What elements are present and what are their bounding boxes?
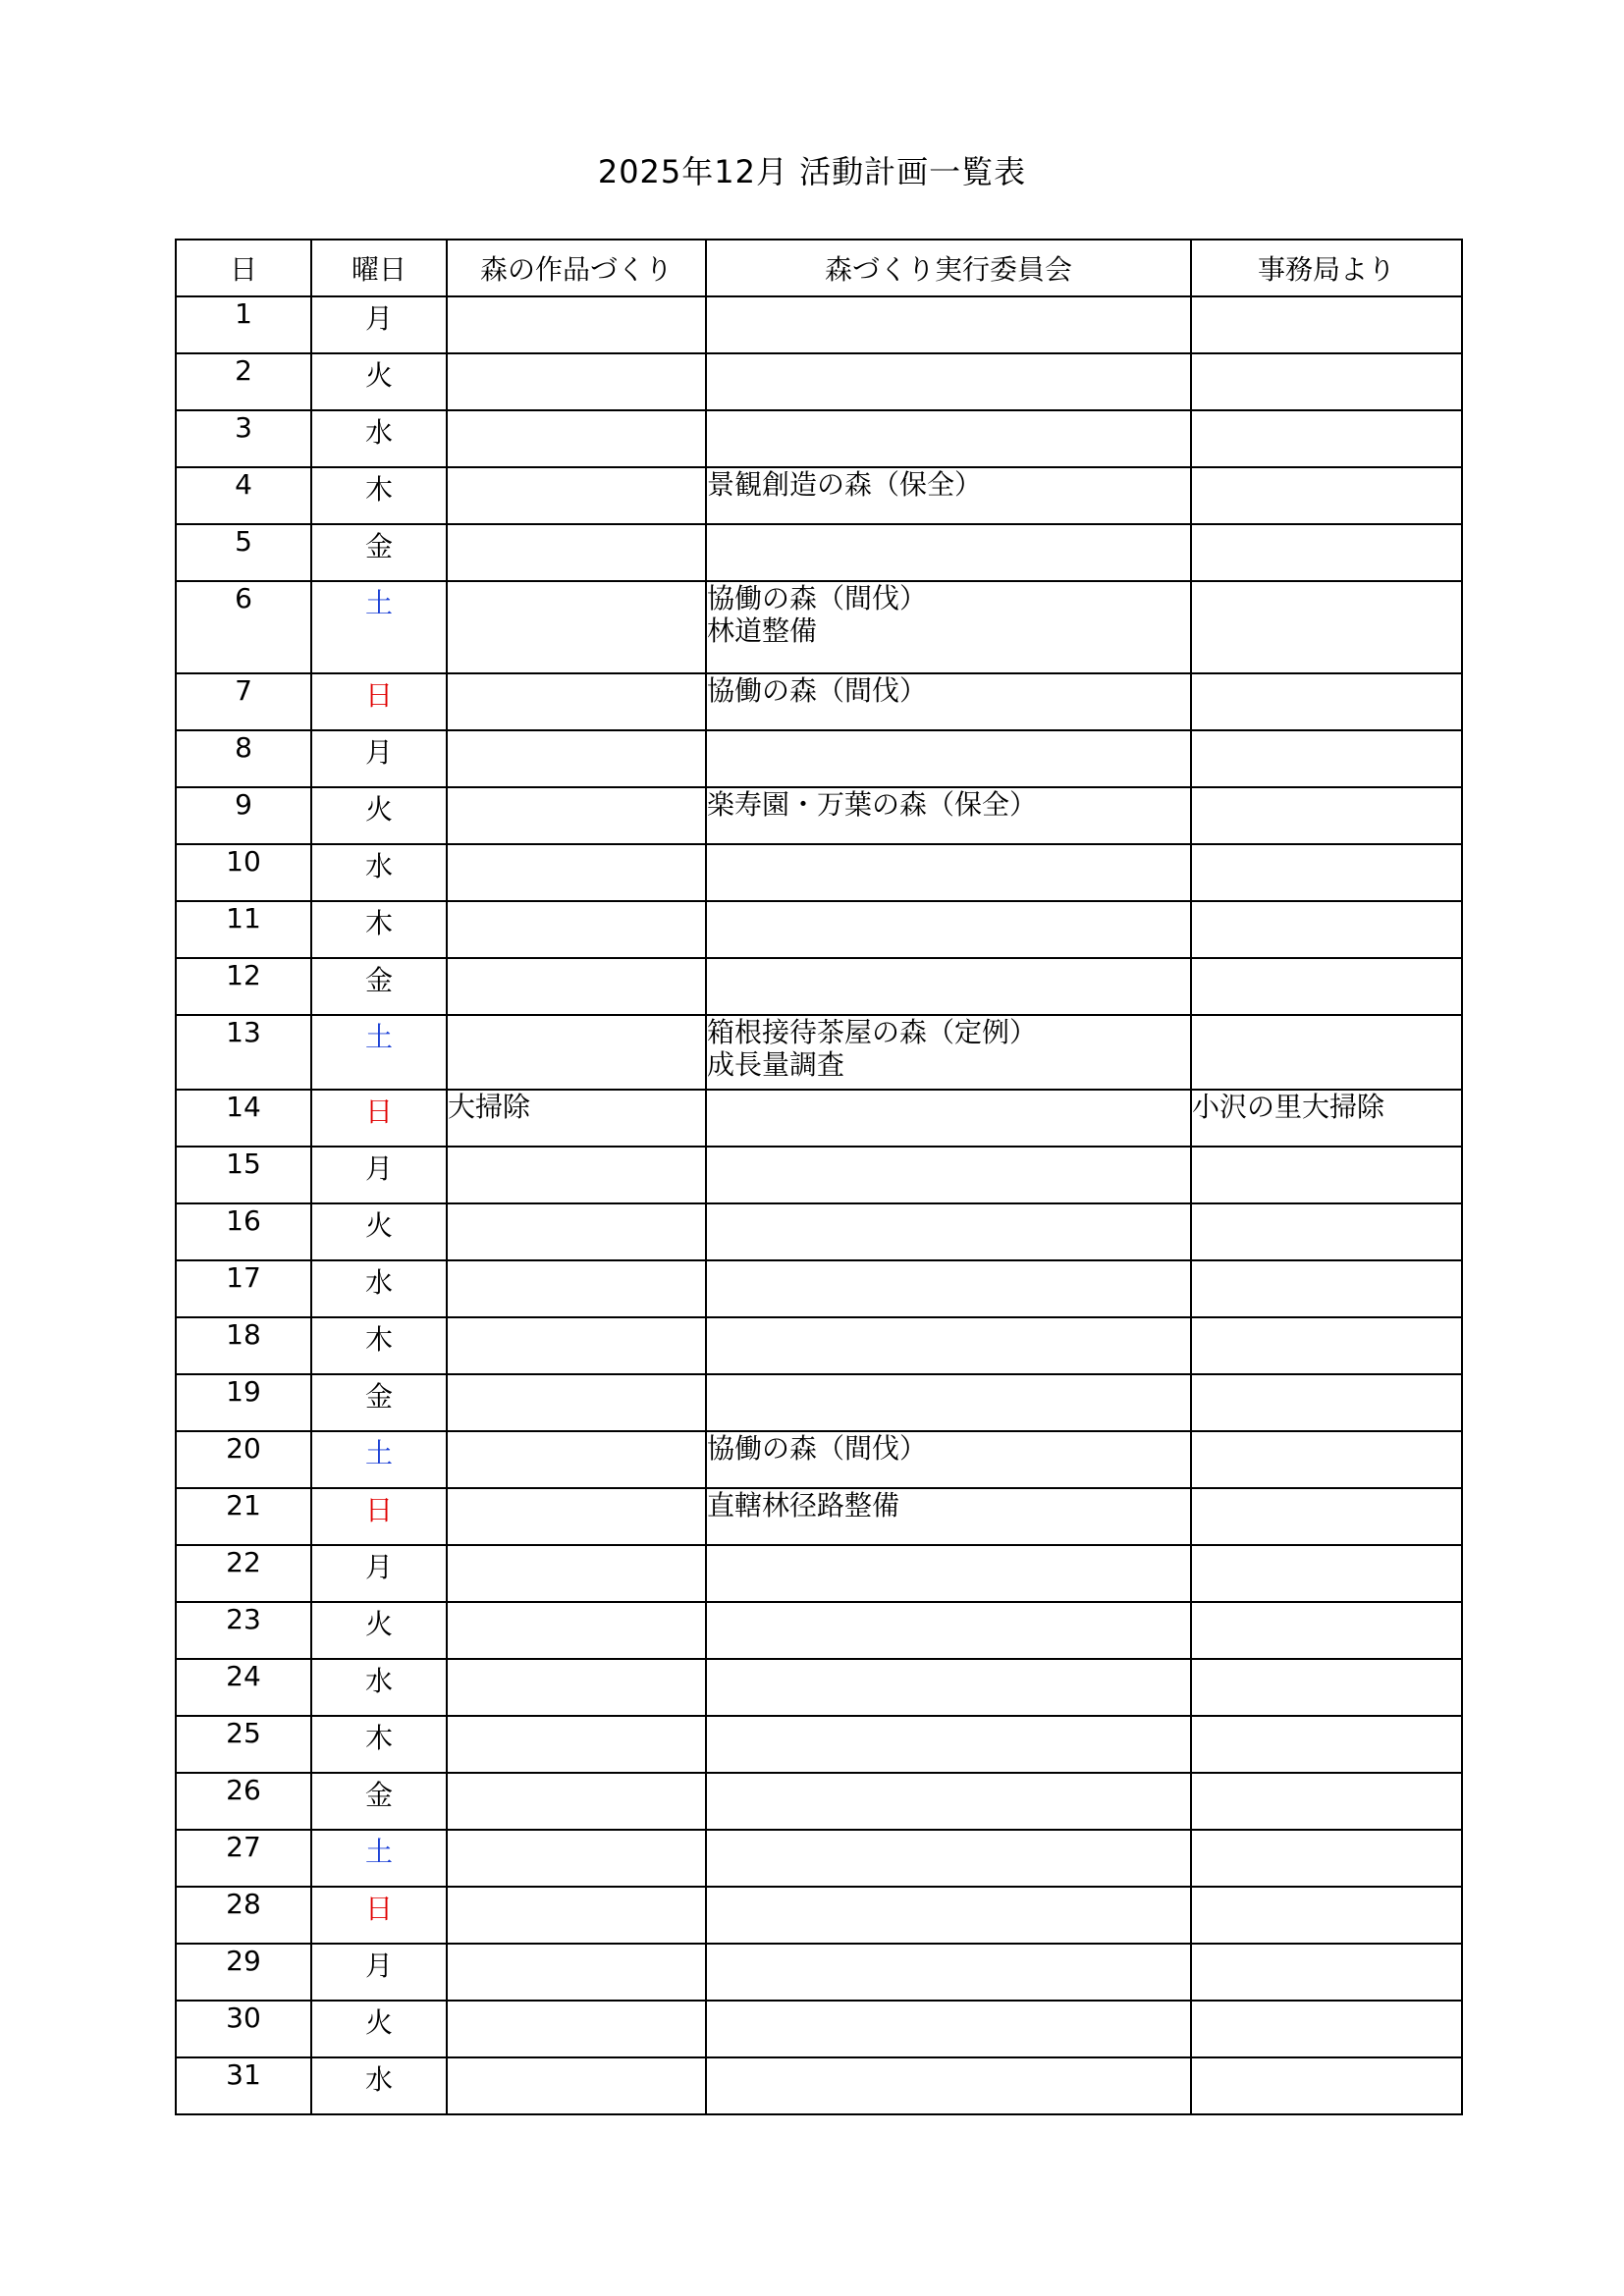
table-row [176,1374,1462,1431]
office-cell [1191,2001,1462,2057]
weekday-cell: 火 [311,1602,447,1659]
works-cell [447,467,706,524]
day-cell: 15 [176,1147,311,1203]
office-cell [1191,2057,1462,2114]
committee-cell [706,1545,1191,1602]
committee-cell [706,844,1191,901]
committee-cell [706,1317,1191,1374]
committee-cell [706,1602,1191,1659]
day-cell: 5 [176,524,311,581]
day-cell: 2 [176,353,311,410]
office-cell [1191,1203,1462,1260]
committee-cell [706,353,1191,410]
day-cell: 22 [176,1545,311,1602]
committee-cell [706,958,1191,1015]
day-cell: 26 [176,1773,311,1830]
works-cell [447,1015,706,1090]
works-cell [447,1887,706,1944]
works-cell [447,1090,706,1147]
works-cell [447,1602,706,1659]
day-cell: 28 [176,1887,311,1944]
table-row [176,1716,1462,1773]
table-row [176,1431,1462,1488]
table-row [176,1944,1462,2001]
works-cell [447,1147,706,1203]
weekday-cell: 水 [311,410,447,467]
office-cell [1191,1944,1462,2001]
day-cell: 17 [176,1260,311,1317]
activity-text: 大掃除 [448,1091,531,1123]
office-cell [1191,1015,1462,1090]
table-row [176,581,1462,673]
office-cell [1191,1830,1462,1887]
activity-text: 成長量調査 [707,1048,845,1081]
weekday-cell: 月 [311,1545,447,1602]
table-row [176,958,1462,1015]
works-cell [447,1431,706,1488]
day-cell: 10 [176,844,311,901]
day-cell: 30 [176,2001,311,2057]
day-cell: 12 [176,958,311,1015]
activity-text: 楽寿園・万葉の森（保全） [707,788,1038,821]
committee-cell [706,673,1191,730]
works-cell [447,1944,706,2001]
table-row [176,901,1462,958]
table-row [176,1773,1462,1830]
office-cell [1191,581,1462,673]
header-row [176,240,1462,296]
committee-cell [706,1090,1191,1147]
table-row [176,1830,1462,1887]
day-cell: 29 [176,1944,311,2001]
day-cell: 6 [176,581,311,673]
table-row [176,410,1462,467]
office-cell [1191,1374,1462,1431]
weekday-cell: 火 [311,353,447,410]
table-row [176,1147,1462,1203]
table-row [176,844,1462,901]
table-row [176,1015,1462,1090]
day-cell: 7 [176,673,311,730]
committee-cell [706,1203,1191,1260]
day-cell: 14 [176,1090,311,1147]
works-cell [447,1545,706,1602]
activity-text: 直轄林径路整備 [707,1489,900,1522]
table-row [176,1887,1462,1944]
committee-cell [706,1716,1191,1773]
weekday-cell: 水 [311,1260,447,1317]
table-body [176,296,1462,2114]
works-cell [447,1317,706,1374]
weekday-cell: 月 [311,296,447,353]
day-cell: 23 [176,1602,311,1659]
committee-cell [706,1488,1191,1545]
weekday-cell: 土 [311,1830,447,1887]
activity-text: 箱根接待茶屋の森（定例） [707,1016,1038,1048]
day-cell: 19 [176,1374,311,1431]
committee-cell [706,410,1191,467]
office-cell [1191,1887,1462,1944]
works-cell [447,524,706,581]
committee-cell [706,787,1191,844]
table-row [176,467,1462,524]
weekday-cell: 日 [311,1887,447,1944]
header-office: 事務局より [1191,240,1462,296]
day-cell: 8 [176,730,311,787]
committee-cell [706,1830,1191,1887]
table-row [176,1260,1462,1317]
committee-cell [706,730,1191,787]
table-row [176,524,1462,581]
weekday-cell: 日 [311,673,447,730]
works-cell [447,844,706,901]
committee-cell [706,1015,1191,1090]
committee-cell [706,2057,1191,2114]
works-cell [447,1773,706,1830]
weekday-cell: 日 [311,1090,447,1147]
table-row [176,296,1462,353]
table-row [176,1203,1462,1260]
weekday-cell: 月 [311,730,447,787]
office-cell [1191,524,1462,581]
day-cell: 21 [176,1488,311,1545]
office-cell [1191,1431,1462,1488]
table-row [176,1317,1462,1374]
day-cell: 20 [176,1431,311,1488]
office-cell [1191,1317,1462,1374]
works-cell [447,581,706,673]
weekday-cell: 月 [311,1944,447,2001]
works-cell [447,1659,706,1716]
works-cell [447,353,706,410]
weekday-cell: 木 [311,1716,447,1773]
table-row [176,1602,1462,1659]
weekday-cell: 土 [311,1431,447,1488]
day-cell: 24 [176,1659,311,1716]
committee-cell [706,1374,1191,1431]
weekday-cell: 金 [311,958,447,1015]
committee-cell [706,1773,1191,1830]
works-cell [447,2001,706,2057]
works-cell [447,787,706,844]
works-cell [447,1488,706,1545]
activity-text: 景観創造の森（保全） [707,468,983,501]
weekday-cell: 金 [311,1374,447,1431]
table-row [176,1659,1462,1716]
weekday-cell: 土 [311,581,447,673]
works-cell [447,901,706,958]
committee-cell [706,1659,1191,1716]
day-cell: 13 [176,1015,311,1090]
committee-cell [706,296,1191,353]
committee-cell [706,1431,1191,1488]
table-row [176,673,1462,730]
activity-text: 協働の森（間伐） [707,1432,928,1465]
office-cell [1191,467,1462,524]
office-cell [1191,1602,1462,1659]
office-cell [1191,901,1462,958]
office-cell [1191,958,1462,1015]
office-cell [1191,1716,1462,1773]
table-row [176,1090,1462,1147]
committee-cell [706,1147,1191,1203]
committee-cell [706,1887,1191,1944]
committee-cell [706,581,1191,673]
weekday-cell: 土 [311,1015,447,1090]
weekday-cell: 火 [311,1203,447,1260]
weekday-cell: 水 [311,1659,447,1716]
weekday-cell: 木 [311,1317,447,1374]
activity-text: 協働の森（間伐） [707,582,928,614]
works-cell [447,1260,706,1317]
day-cell: 31 [176,2057,311,2114]
committee-cell [706,1944,1191,2001]
weekday-cell: 木 [311,901,447,958]
committee-cell [706,1260,1191,1317]
day-cell: 27 [176,1830,311,1887]
table-row [176,1488,1462,1545]
works-cell [447,1374,706,1431]
works-cell [447,673,706,730]
day-cell: 11 [176,901,311,958]
weekday-cell: 火 [311,787,447,844]
committee-cell [706,524,1191,581]
header-works: 森の作品づくり [447,240,706,296]
header-committee: 森づくり実行委員会 [706,240,1191,296]
office-cell [1191,673,1462,730]
weekday-cell: 金 [311,1773,447,1830]
day-cell: 18 [176,1317,311,1374]
weekday-cell: 金 [311,524,447,581]
weekday-cell: 木 [311,467,447,524]
weekday-cell: 水 [311,844,447,901]
office-cell [1191,353,1462,410]
office-cell [1191,1545,1462,1602]
activity-text: 林道整備 [707,614,818,647]
office-cell [1191,410,1462,467]
page-title: 2025年12月 活動計画一覧表 [597,153,1027,190]
header-weekday: 曜日 [311,240,447,296]
day-cell: 25 [176,1716,311,1773]
works-cell [447,1203,706,1260]
weekday-cell: 月 [311,1147,447,1203]
day-cell: 4 [176,467,311,524]
office-cell [1191,1147,1462,1203]
day-cell: 16 [176,1203,311,1260]
office-cell [1191,1090,1462,1147]
activity-text: 協働の森（間伐） [707,674,928,707]
works-cell [447,410,706,467]
header-day: 日 [176,240,311,296]
office-cell [1191,844,1462,901]
works-cell [447,730,706,787]
office-cell [1191,730,1462,787]
day-cell: 1 [176,296,311,353]
office-cell [1191,1260,1462,1317]
office-cell [1191,1773,1462,1830]
table-row [176,2001,1462,2057]
committee-cell [706,901,1191,958]
activity-text: 小沢の里大掃除 [1192,1091,1385,1123]
works-cell [447,958,706,1015]
day-cell: 3 [176,410,311,467]
activity-plan-table [175,239,1463,2115]
table-row [176,730,1462,787]
table-row [176,787,1462,844]
works-cell [447,1830,706,1887]
committee-cell [706,467,1191,524]
works-cell [447,1716,706,1773]
table-row [176,1545,1462,1602]
table-row [176,353,1462,410]
committee-cell [706,2001,1191,2057]
day-cell: 9 [176,787,311,844]
office-cell [1191,1659,1462,1716]
works-cell [447,2057,706,2114]
works-cell [447,296,706,353]
office-cell [1191,1488,1462,1545]
weekday-cell: 火 [311,2001,447,2057]
office-cell [1191,787,1462,844]
weekday-cell: 水 [311,2057,447,2114]
weekday-cell: 日 [311,1488,447,1545]
office-cell [1191,296,1462,353]
table-row [176,2057,1462,2114]
